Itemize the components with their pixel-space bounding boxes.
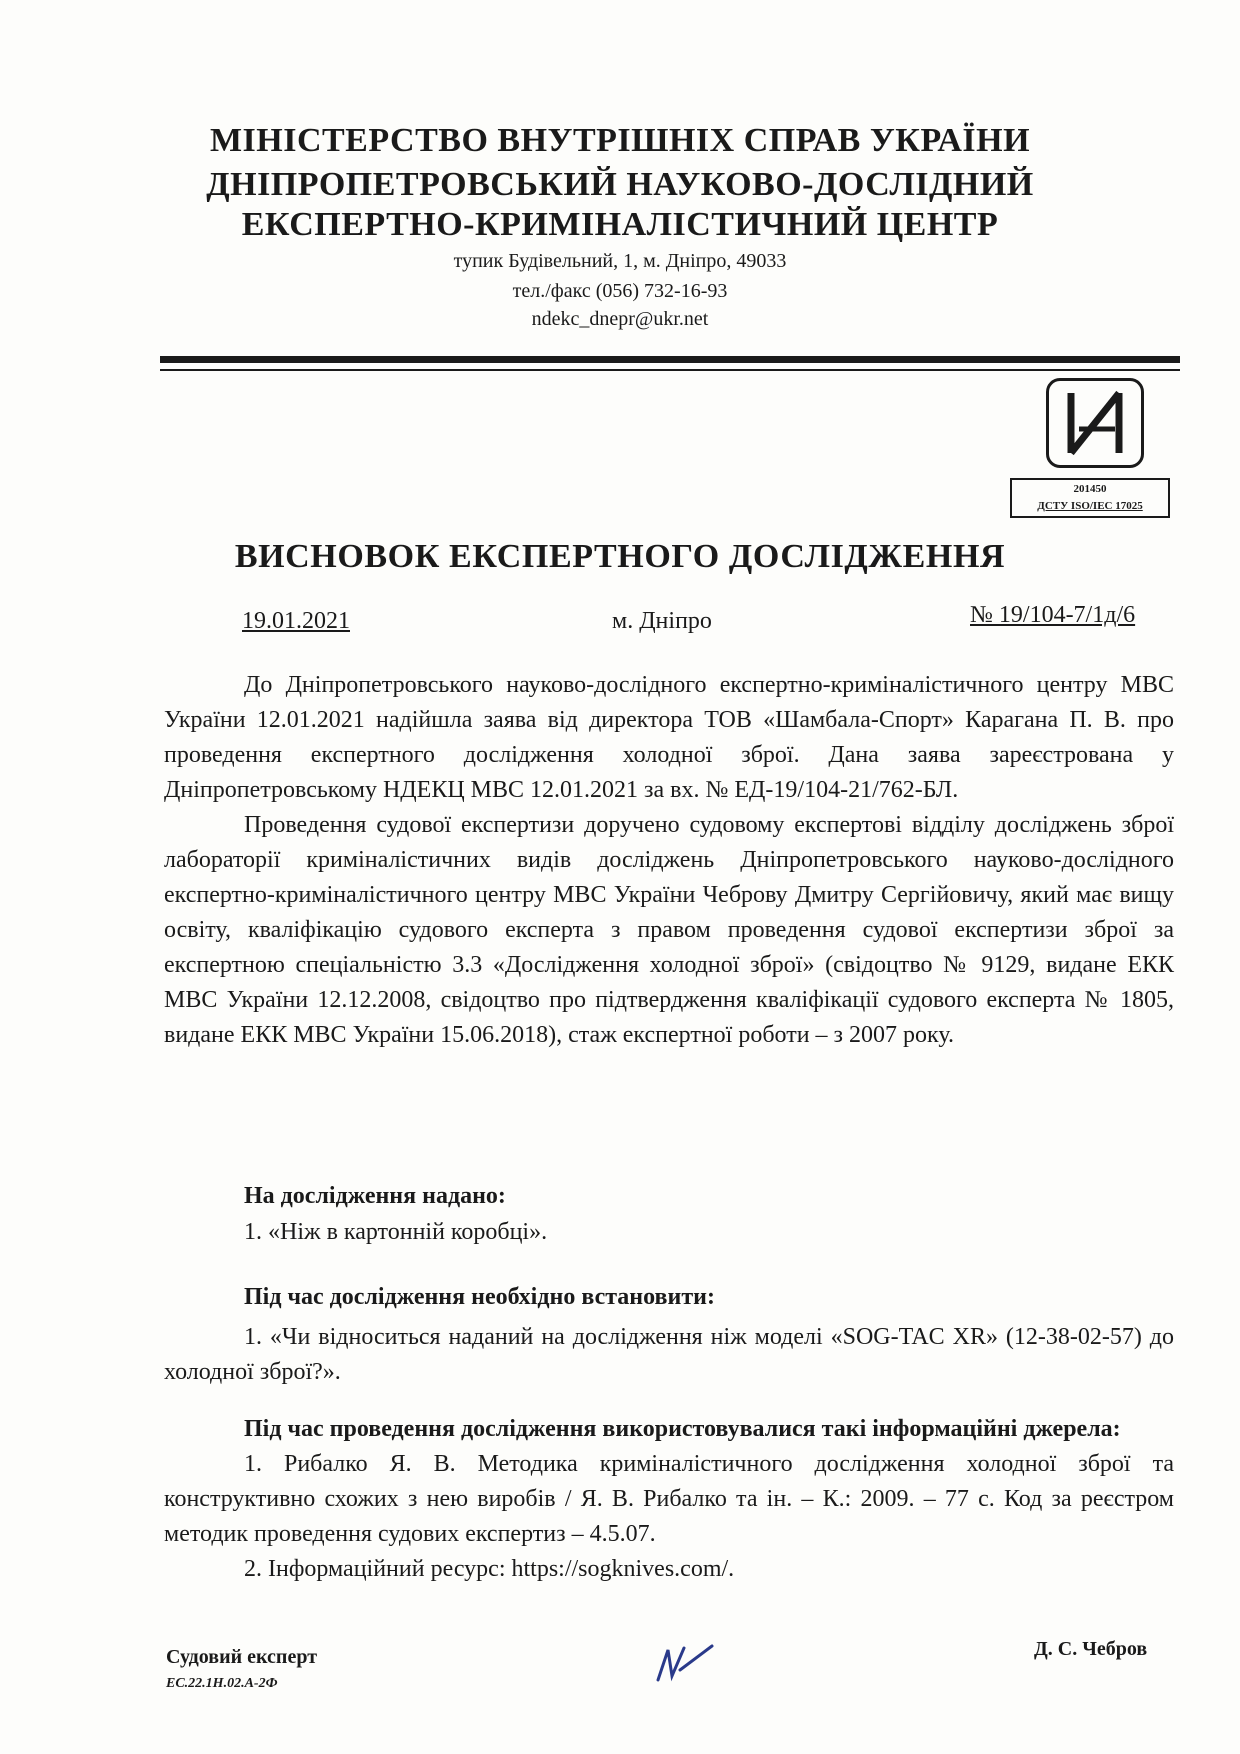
- accreditation-box: [1010, 478, 1170, 518]
- sources-block: [164, 1412, 1174, 1587]
- accreditation-standard: ДСТУ ISO/IEC 17025: [1037, 500, 1143, 512]
- center-name-line1: ДНІПРОПЕТРОВСЬКИЙ НАУКОВО-ДОСЛІДНИЙ: [206, 166, 1034, 203]
- document-number: № 19/104-7/1д/6: [970, 602, 1136, 628]
- submitted-item-1: 1. «Ніж в картонній коробці».: [244, 1219, 548, 1245]
- center-name-line2: ЕКСПЕРТНО-КРИМІНАЛІСТИЧНИЙ ЦЕНТР: [241, 206, 999, 243]
- body-text: [164, 668, 1174, 1053]
- accreditation-logo-icon: [1046, 378, 1144, 468]
- questions-heading: Під час дослідження необхідно встановити:: [244, 1284, 715, 1310]
- question-item-1: 1. «Чи відноситься наданий на дослідження ніж моделі «SOG-TAC XR» (12-38-02-57) до холодної зброї?».: [164, 1324, 1174, 1385]
- signature-name: Д. С. Чебров: [1034, 1638, 1148, 1660]
- paragraph-1: До Дніпропетровського науково-дослідного експертно-криміналістичного центру МВС України 12.01.2021 надійшла заява від директора ТОВ «Шамбала-Спорт» Карагана П. В. про проведення експертного дослідження холодної зброї. Дана заява зареєстрована у Дніпропетровському НДЕКЦ МВС 12.01.2021 за вх. № ЕД-19/104-21/762-БЛ.: [164, 672, 1174, 803]
- header-rule-thin: [160, 369, 1180, 371]
- signature-role: Судовий експерт: [166, 1646, 318, 1668]
- ministry-name: МІНІСТЕРСТВО ВНУТРІШНІХ СПРАВ УКРАЇНИ: [209, 122, 1031, 159]
- document-title: ВИСНОВОК ЕКСПЕРТНОГО ДОСЛІДЖЕННЯ: [234, 538, 1006, 575]
- paragraph-2: Проведення судової експертизи доручено судовому експертові відділу досліджень зброї лабораторії криміналістичних видів досліджень Дніпропетровського науково-дослідного експертно-криміналістичного центру МВС України Чеброву Дмитру Сергійовичу, який має вищу освіту, кваліфікацію судового експерта з правом проведення судової експертизи зброї за експертною спеціальністю 3.3 «Дослідження холодної зброї» (свідоцтво № 9129, видане ЕКК МВС України 12.12.2008, свідоцтво про підтвердження кваліфікації судового експерта № 1805, видане ЕКК МВС України 15.06.2018), стаж експертної роботи – з 2007 року.: [164, 812, 1174, 1048]
- sources-heading: Під час проведення дослідження використовувалися такі інформаційні джерела:: [244, 1416, 1121, 1442]
- questions-block: [164, 1320, 1174, 1390]
- signature-code: ЕС.22.1Н.02.А-2Ф: [166, 1676, 278, 1691]
- document-date: 19.01.2021: [242, 608, 350, 634]
- submitted-heading: На дослідження надано:: [244, 1183, 506, 1209]
- phone: тел./факс (056) 732-16-93: [512, 280, 728, 302]
- email: ndekc_dnepr@ukr.net: [531, 308, 709, 330]
- handwritten-signature-icon: [650, 1640, 720, 1691]
- header-rule-thick: [160, 356, 1180, 363]
- source-item-1: 1. Рибалко Я. В. Методика криміналістичного дослідження холодної зброї та конструктивно схожих з нею виробів / Я. В. Рибалко та ін. – К.: 2009. – 77 с. Код за реєстром методик проведення судових експертиз – 4.5.07.: [164, 1451, 1174, 1547]
- document-city: м. Дніпро: [612, 608, 712, 634]
- accreditation-number: 201450: [1073, 483, 1107, 495]
- source-item-2: 2. Інформаційний ресурс: https://sogknives.com/.: [244, 1556, 735, 1582]
- address: тупик Будівельний, 1, м. Дніпро, 49033: [453, 250, 787, 272]
